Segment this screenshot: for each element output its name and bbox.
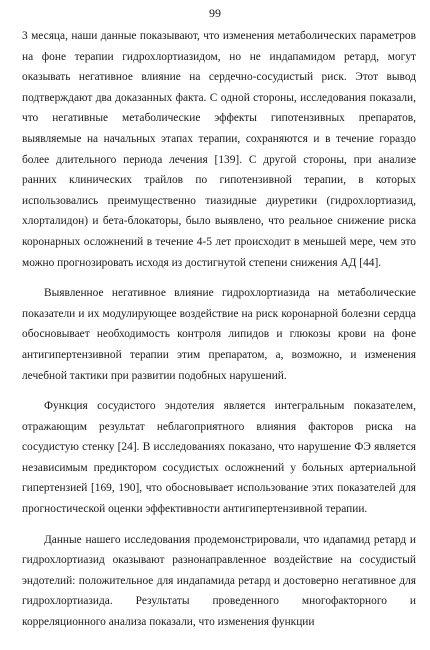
paragraph-1: 3 месяца, наши данные показывают, что изменения метаболических параметров на фоне терапии гидрохлортиазидом, но не индапамидом ретард, могут оказывать негативное влияние на сердечно-сосудистый риск. Этот вывод подтверждают два доказанных факта. С одной стороны, исследования показали, что негативные метаболические эффекты гипотензивных препаратов, выявляемые на начальных этапах терапии, сохраняются и в течение гораздо более длительного периода лечения [139]. С другой стороны, при анализе ранних клинических трайлов по гипотензивной терапии, в которых использовались преимущественно тиазидные диуретики (гидрохлортиазид, хлорталидон) и бета-блокаторы, было выявлено, что реальное снижение риска коронарных осложнений в течение 4-5 лет происходит в меньшей мере, чем это можно прогнозировать исходя из достигнутой степени снижения АД [44]. (22, 30, 416, 269)
paragraph-3: Функция сосудистого эндотелия является интегральным показателем, отражающим результат неблагоприятного влияния факторов риска на сосудистую стенку [24]. В исследованиях показано, что нарушение ФЭ является независимым предиктором сосудистых осложнений у больных артериальной гипертензией [169, 190], что обосновывает использование этих показателей для прогностической оценки эффективности антигипертензивной терапии. (22, 400, 416, 516)
body-text (22, 26, 416, 643)
paragraph-4: Данные нашего исследования продемонстрировали, что идапамид ретард и гидрохлортиазид оказывают разнонаправленное воздействие на сосудистый эндотелий: положительное для индапамида ретард и достоверно негативное для гидрохлортиазида. Результаты проведенного многофакторного и корреляционного анализа показали, что изменения функции (22, 533, 416, 629)
paragraph-2: Выявленное негативное влияние гидрохлортиазида на метаболические показатели и их модулирующее воздействие на риск коронарной болезни сердца обосновывает необходимость контроля липидов и глюкозы крови на фоне антигипертензивной терапии этим препаратом, а, возможно, и изменения лечебной тактики при развитии подобных нарушений. (22, 287, 416, 382)
page-number: 99 (209, 6, 221, 20)
